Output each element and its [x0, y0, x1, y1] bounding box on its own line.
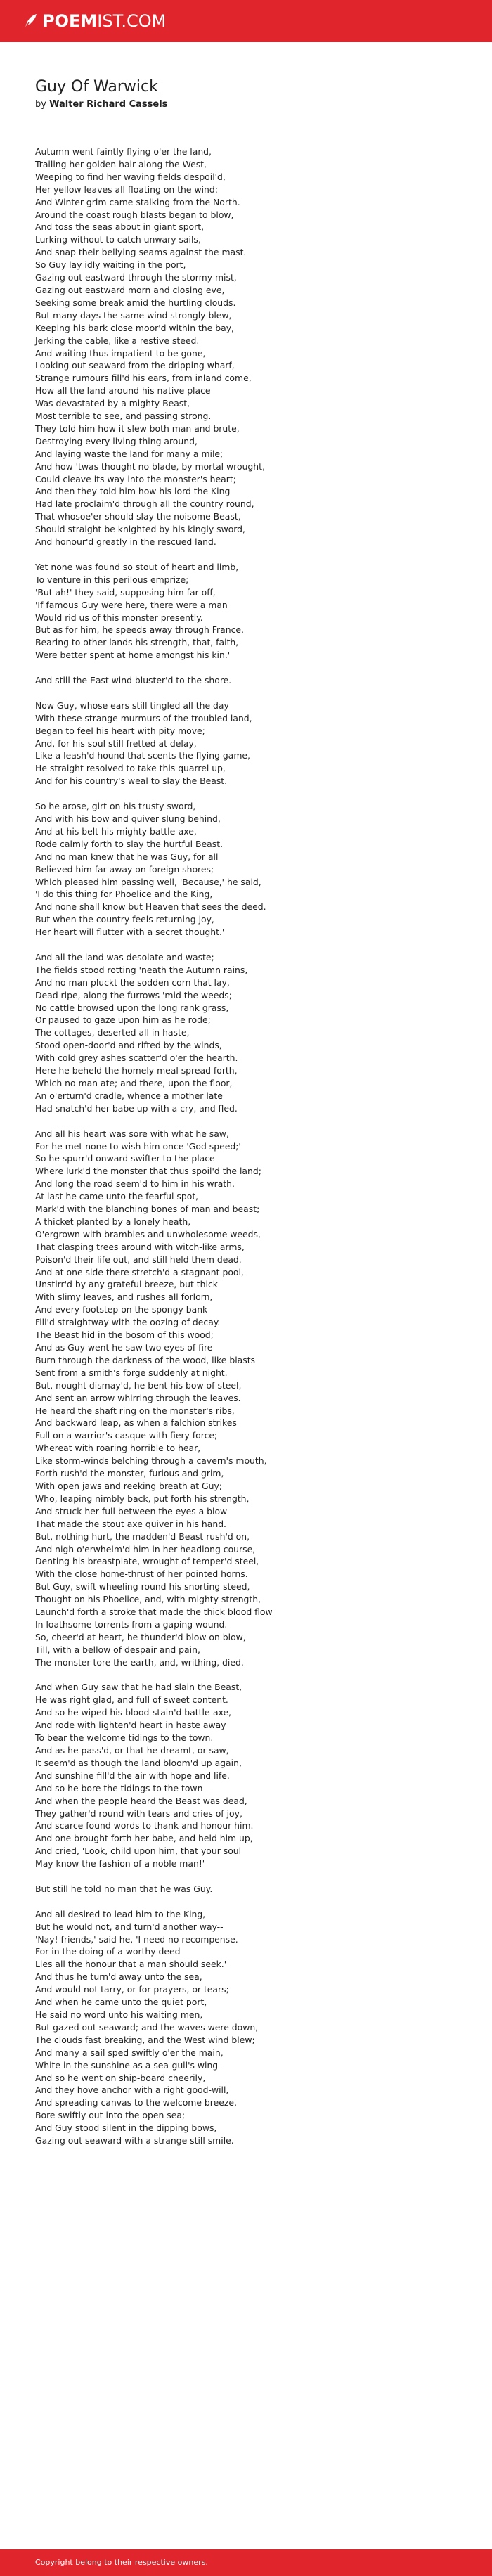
- poem-line: In loathsome torrents from a gaping wound.: [35, 1618, 228, 1630]
- poem-line: Which pleased him passing well, 'Because,' he said,: [35, 876, 261, 887]
- poem-line: Destroying every living thing around,: [35, 435, 198, 446]
- logo-text-bold: POEM: [42, 11, 98, 31]
- poem-line: And no man pluckt the sodden corn that lay,: [35, 977, 230, 988]
- poem-line: And many a sail sped swiftly o'er the main,: [35, 2047, 224, 2058]
- poem-line: Lies all the honour that a man should seek.': [35, 1959, 227, 1970]
- poem-line: Trailing her golden hair along the West,: [35, 158, 207, 169]
- poem-body: [35, 146, 457, 2147]
- poem-line: White in the sunshine as a sea-gull's wing--: [35, 2059, 225, 2071]
- poem-line: And would not tarry, or for prayers, or tears;: [35, 1984, 229, 1995]
- poem-line: Weeping to find her waving fields despoil'd,: [35, 171, 226, 182]
- poem-line: And thus he turn'd away unto the sea,: [35, 1971, 202, 1983]
- stanza: [35, 1883, 457, 1895]
- poem-line: 'But ah!' they said, supposing him far off,: [35, 586, 216, 598]
- quill-logo-icon: [24, 13, 38, 29]
- poem-line: With these strange murmurs of the troubled land,: [35, 712, 252, 723]
- poem-line: May know the fashion of a noble man!': [35, 1858, 205, 1869]
- poem-line: 'If famous Guy were here, there were a man: [35, 599, 228, 610]
- poem-line: And when he came unto the quiet port,: [35, 1997, 207, 2008]
- by-label: by: [35, 99, 46, 110]
- poem-line: 'Nay! friends,' said he, 'I need no recompense.: [35, 1933, 238, 1945]
- logo-text-light: IST.COM: [97, 11, 167, 31]
- poem-content: [35, 77, 457, 2160]
- poem-line: And at one side there stretch'd a stagnant pool,: [35, 1266, 244, 1277]
- poem-line: Thought on his Phoelice, and, with mighty strength,: [35, 1594, 261, 1605]
- poem-line: Were better spent at home amongst his kin.': [35, 650, 231, 661]
- poem-line: Mark'd with the blanching bones of man and beast;: [35, 1204, 260, 1215]
- poem-line: For in the doing of a worthy deed: [35, 1946, 181, 1957]
- poem-line: And waiting thus impatient to be gone,: [35, 347, 206, 359]
- poem-line: Or paused to gaze upon him as he rode;: [35, 1015, 211, 1026]
- author-link[interactable]: Walter Richard Cassels: [49, 99, 168, 110]
- poem-line: He heard the shaft ring on the monster's ribs,: [35, 1405, 235, 1416]
- poem-line: Had late proclaim'd through all the country round,: [35, 498, 254, 510]
- poem-line: He was right glad, and full of sweet content.: [35, 1694, 228, 1706]
- stanza: [35, 1908, 457, 2147]
- poem-title: Guy Of Warwick: [35, 78, 158, 96]
- poem-line: So, cheer'd at heart, he thunder'd blow on blow,: [35, 1631, 246, 1642]
- poem-line: They gather'd round with tears and cries of joy,: [35, 1808, 242, 1819]
- poem-line: And Guy stood silent in the dipping bows,: [35, 2123, 217, 2134]
- poem-line: Poison'd their life out, and still held them dead.: [35, 1254, 242, 1265]
- poem-line: But still he told no man that he was Guy.: [35, 1883, 213, 1894]
- poem-line: Gazing out eastward morn and closing eve,: [35, 284, 225, 295]
- poem-line: But, nought dismay'd, he bent his bow of steel,: [35, 1379, 242, 1391]
- poem-line: And so he bore the tidings to the town—: [35, 1782, 212, 1793]
- poem-line: That clasping trees around with witch-like arms,: [35, 1241, 245, 1252]
- poem-line: Like storm-winds belching through a cavern's mouth,: [35, 1455, 267, 1467]
- poem-line: They told him how it slew both man and brute,: [35, 423, 240, 434]
- stanza: [35, 800, 457, 939]
- poem-line: And snap their bellying seams against the mast.: [35, 247, 247, 258]
- logo-wordmark: [42, 8, 166, 34]
- poem-line: Like a leash'd hound that scents the flying game,: [35, 750, 250, 761]
- poem-line: That made the stout axe quiver in his hand.: [35, 1518, 227, 1529]
- poem-line: It seem'd as though the land bloom'd up again,: [35, 1757, 242, 1768]
- poem-line: Bearing to other lands his strength, that, faith,: [35, 637, 239, 648]
- poem-line: Should straight be knighted by his kingly sword,: [35, 524, 245, 535]
- poem-line: And every footstep on the spongy bank: [35, 1304, 208, 1315]
- poem-line: Where lurk'd the monster that thus spoil'd the land;: [35, 1166, 261, 1177]
- poem-line: Launch'd forth a stroke that made the thick blood flow: [35, 1606, 273, 1618]
- poem-line: Whereat with roaring horrible to hear,: [35, 1443, 201, 1454]
- poem-line: That whosoe'er should slay the noisome Beast,: [35, 511, 241, 522]
- poem-line: And rode with lighten'd heart in haste away: [35, 1720, 226, 1731]
- poem-line: And struck her full between the eyes a blow: [35, 1505, 228, 1516]
- poem-line: Began to feel his heart with pity move;: [35, 725, 205, 736]
- stanza: [35, 1681, 457, 1870]
- poem-line: He straight resolved to take this quarrel up,: [35, 763, 226, 774]
- poem-line: And still the East wind bluster'd to the shore.: [35, 675, 232, 686]
- poem-line: With open jaws and reeking breath at Guy;: [35, 1480, 222, 1491]
- poem-line: But, nothing hurt, the madden'd Beast rush'd on,: [35, 1531, 250, 1542]
- poem-line: Her yellow leaves all floating on the wind:: [35, 183, 218, 195]
- copyright-text: Copyright belong to their respective owners.: [35, 2558, 208, 2567]
- poem-line: And as he pass'd, or that he dreamt, or saw,: [35, 1744, 229, 1756]
- poem-line: The monster tore the earth, and, writhing, died.: [35, 1656, 244, 1668]
- poem-line: O'ergrown with brambles and unwholesome weeds,: [35, 1228, 261, 1239]
- stanza: [35, 1128, 457, 1669]
- poem-line: Jerking the cable, like a restive steed.: [35, 335, 200, 346]
- poem-line: The clouds fast breaking, and the West wind blew;: [35, 2034, 255, 2045]
- poem-line: Who, leaping nimbly back, put forth his strength,: [35, 1493, 250, 1504]
- poem-line: Could cleave its way into the monster's heart;: [35, 473, 236, 484]
- poem-line: The Beast hid in the bosom of this wood;: [35, 1329, 214, 1341]
- footer-bar: [0, 2549, 492, 2576]
- poem-line: Would rid us of this monster presently.: [35, 612, 203, 623]
- poem-line: But as for him, he speeds away through France,: [35, 624, 244, 636]
- poem-line: At last he came unto the fearful spot,: [35, 1191, 199, 1202]
- byline: [35, 98, 457, 111]
- poem-line: He said no word unto his waiting men,: [35, 2009, 203, 2020]
- poem-line: For he met none to wish him once 'God speed;': [35, 1140, 241, 1152]
- poem-line: But he would not, and turn'd another way--: [35, 1921, 224, 1932]
- poem-line: And Winter grim came stalking from the North.: [35, 196, 240, 207]
- poem-line: But when the country feels returning joy,: [35, 914, 214, 925]
- poem-line: And all his heart was sore with what he saw,: [35, 1128, 229, 1139]
- poem-line: And laying waste the land for many a mile;: [35, 448, 224, 459]
- poem-line: And how 'twas thought no blade, by mortal wrought,: [35, 461, 265, 472]
- poem-line: And backward leap, as when a falchion strikes: [35, 1417, 237, 1429]
- poem-line: Had snatch'd her babe up with a cry, and fled.: [35, 1102, 238, 1114]
- poem-line: Around the coast rough blasts began to blow,: [35, 209, 234, 220]
- poem-line: Now Guy, whose ears still tingled all the day: [35, 700, 229, 711]
- poem-line: How all the land around his native place: [35, 385, 211, 397]
- poem-line: Gazing out eastward through the stormy mist,: [35, 272, 237, 283]
- poem-line: But many days the same wind strongly blew,: [35, 309, 232, 321]
- poem-line: Lurking without to catch unwary sails,: [35, 234, 201, 245]
- poem-line: And all the land was desolate and waste;: [35, 951, 214, 962]
- poem-line: Strange rumours fill'd his ears, from inland come,: [35, 373, 252, 384]
- poem-line: Her heart will flutter with a secret thought.': [35, 927, 225, 938]
- poem-line: Gazing out seaward with a strange still smile.: [35, 2135, 234, 2146]
- poem-line: And one brought forth her babe, and held him up,: [35, 1833, 253, 1844]
- poem-line: And all desired to lead him to the King,: [35, 1908, 206, 1919]
- poem-line: And long the road seem'd to him in his wrath.: [35, 1178, 235, 1190]
- poem-line: Bore swiftly out into the open sea;: [35, 2110, 186, 2121]
- poem-line: And scarce found words to thank and honour him.: [35, 1820, 254, 1831]
- poem-line: Looking out seaward from the dripping wharf,: [35, 360, 235, 371]
- poem-line: And, for his soul still fretted at delay,: [35, 738, 197, 749]
- poem-line: No cattle browsed upon the long rank grass,: [35, 1002, 229, 1013]
- poem-line: Keeping his bark close moor'd within the bay,: [35, 322, 234, 333]
- poem-line: A thicket planted by a lonely heath,: [35, 1216, 191, 1227]
- poem-line: But Guy, swift wheeling round his snorting steed,: [35, 1581, 250, 1592]
- poem-line: An o'erturn'd cradle, whence a mother late: [35, 1090, 223, 1101]
- poem-line: Most terrible to see, and passing strong.: [35, 411, 212, 422]
- poem-line: And sent an arrow whirring through the leaves.: [35, 1392, 241, 1403]
- poem-line: And at his belt his mighty battle-axe,: [35, 825, 197, 837]
- poem-line: The fields stood rotting 'neath the Autumn rains,: [35, 964, 248, 975]
- poem-line: Seeking some break amid the hurtling clouds.: [35, 297, 236, 308]
- poem-line: So he arose, girt on his trusty sword,: [35, 801, 196, 812]
- poem-line: Stood open-door'd and rifted by the winds,: [35, 1040, 222, 1051]
- poem-line: Autumn went faintly flying o'er the land,: [35, 146, 212, 157]
- poem-line: And so he went on ship-board cheerily,: [35, 2072, 206, 2083]
- site-logo[interactable]: [24, 8, 166, 34]
- poem-line: Yet none was found so stout of heart and limb,: [35, 561, 239, 572]
- poem-line: Fill'd straightway with the oozing of decay.: [35, 1317, 221, 1328]
- poem-line: Which no man ate; and there, upon the floor,: [35, 1077, 233, 1088]
- poem-line: Unstirr'd by any grateful breeze, but thick: [35, 1279, 218, 1290]
- stanza: [35, 674, 457, 687]
- poem-line: And sunshine fill'd the air with hope and life.: [35, 1770, 230, 1781]
- poem-line: And nigh o'erwhelm'd him in her headlong course,: [35, 1543, 256, 1554]
- poem-line: Believed him far away on foreign shores;: [35, 863, 214, 875]
- poem-line: Forth rush'd the monster, furious and grim,: [35, 1468, 224, 1479]
- poem-line: And cried, 'Look, child upon him, that your soul: [35, 1846, 242, 1857]
- poem-line: Sent from a smith's forge suddenly at night.: [35, 1367, 228, 1378]
- poem-line: And no man knew that he was Guy, for all: [35, 851, 219, 862]
- poem-line: To bear the welcome tidings to the town.: [35, 1732, 214, 1744]
- poem-line: So Guy lay idly waiting in the port,: [35, 259, 186, 271]
- poem-line: And toss the seas about in giant sport,: [35, 221, 205, 233]
- poem-line: 'I do this thing for Phoelice and the King,: [35, 889, 213, 900]
- poem-line: And honour'd greatly in the rescued land.: [35, 536, 216, 548]
- poem-line: But gazed out seaward; and the waves were down,: [35, 2021, 259, 2033]
- stanza: [35, 561, 457, 662]
- poem-line: Was devastated by a mighty Beast,: [35, 398, 190, 409]
- poem-line: Here he beheld the homely meal spread forth,: [35, 1065, 238, 1076]
- poem-line: With the close home-thrust of her pointed horns.: [35, 1569, 248, 1580]
- poem-line: And they hove anchor with a right good-will,: [35, 2085, 229, 2096]
- stanza: [35, 146, 457, 548]
- poem-line: And spreading canvas to the welcome breeze,: [35, 2097, 237, 2108]
- poem-line: And then they told him how his lord the King: [35, 486, 231, 497]
- poem-line: Rode calmly forth to slay the hurtful Beast.: [35, 838, 224, 849]
- top-bar: [0, 0, 492, 42]
- poem-line: So he spurr'd onward swifter to the place: [35, 1153, 215, 1164]
- poem-line: And for his country's weal to slay the Beast.: [35, 775, 228, 787]
- poem-line: Denting his breastplate, wrought of temper'd steel,: [35, 1556, 259, 1567]
- poem-line: And with his bow and quiver slung behind,: [35, 813, 221, 824]
- poem-line: Till, with a bellow of despair and pain,: [35, 1644, 200, 1655]
- poem-line: Full on a warrior's casque with fiery force;: [35, 1430, 218, 1441]
- poem-line: And as Guy went he saw two eyes of fire: [35, 1342, 213, 1353]
- poem-line: And when Guy saw that he had slain the Beast,: [35, 1682, 242, 1693]
- poem-line: With slimy leaves, and rushes all forlorn,: [35, 1292, 213, 1303]
- poem-line: The cottages, deserted all in haste,: [35, 1027, 190, 1038]
- poem-line: And none shall know but Heaven that sees the deed.: [35, 901, 266, 913]
- poem-line: Burn through the darkness of the wood, like blasts: [35, 1354, 256, 1365]
- stanza: [35, 951, 457, 1115]
- stanza: [35, 700, 457, 787]
- poem-line: With cold grey ashes scatter'd o'er the hearth.: [35, 1052, 238, 1064]
- poem-line: And so he wiped his blood-stain'd battle-axe,: [35, 1707, 232, 1718]
- poem-line: Dead ripe, along the furrows 'mid the weeds;: [35, 989, 232, 1000]
- poem-line: And when the people heard the Beast was dead,: [35, 1795, 247, 1806]
- poem-line: To venture in this perilous emprize;: [35, 574, 189, 585]
